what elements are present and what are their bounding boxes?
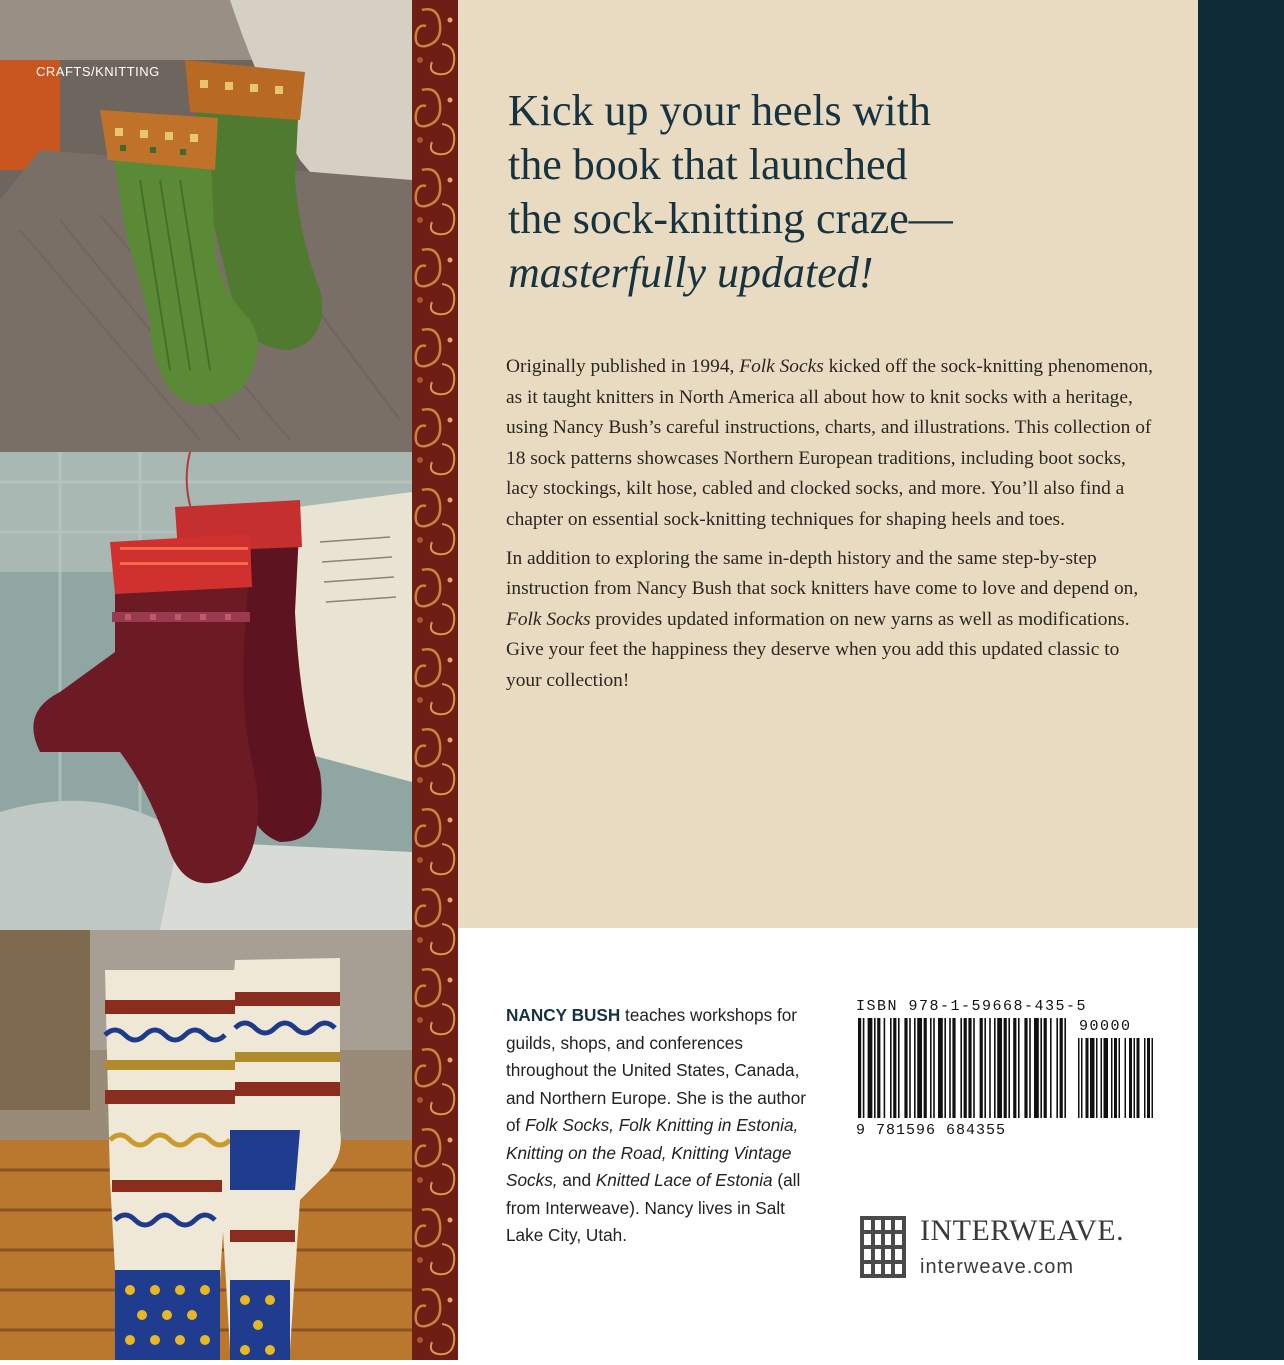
ean-digits: 9 781596 684355 [856,1122,1007,1139]
text: Originally published in 1994, [506,356,740,377]
book-title: Folk Socks [506,608,591,630]
headline [508,84,1168,300]
publisher-logo [856,1208,1156,1298]
author-name: NANCY BUSH [506,1005,621,1025]
book-description [506,352,1154,705]
text: provides updated information on new yarns as well as modifications. Give your feet the happiness they deserve when you add this updated classic to your collection! [506,608,1130,691]
book-title: Folk Socks [739,356,824,377]
interweave-knot-icon [856,1212,910,1282]
burgundy-socks-photo [0,452,412,930]
isbn-number: ISBN 978-1-59668-435-5 [856,998,1088,1015]
photo-column [0,0,412,1360]
headline-line-italic: masterfully updated! [508,248,874,297]
text: and [557,1170,596,1190]
headline-line: the sock-knitting craze— [508,194,953,243]
book-titles: Folk Socks, Folk Knitting in Estonia, Knitting on the Road, Knitting Vintage Socks, [506,1115,799,1190]
text: kicked off the sock-knitting phenomenon, as it taught knitters in North America all about how to knit socks with a heritage, using Nancy Bush’s careful instructions, charts, and illustrations. This collection of 18 sock patterns showcases Northern European traditions, including boot socks, lacy stockings, kilt hose, cabled and clocked socks, and more. You’ll also find a chapter on essential sock-knitting techniques for shaping heels and toes. [506,356,1153,530]
publisher-name: INTERWEAVE. [920,1214,1125,1247]
blurb-panel [458,0,1198,928]
headline-line: Kick up your heels with [508,86,931,135]
headline-line: the book that launched [508,140,908,189]
paisley-fabric-strip [412,0,458,1360]
price-code: 90000 [1079,1018,1132,1035]
book-spine [1198,0,1284,1360]
publisher-url: interweave.com [920,1256,1075,1278]
description-paragraph [506,544,1154,697]
book-title: Knitted Lace of Estonia [595,1170,773,1190]
text: (all from Interweave). Nancy lives in Salt Lake City, Utah. [506,1170,801,1245]
text: teaches workshops for guilds, shops, and conferences throughout the United States, Canada, and Northern Europe. She is the author of [506,1005,807,1135]
category-label: CRAFTS/KNITTING [36,64,160,79]
text: In addition to exploring the same in-depth history and the same step-by-step instruction from Nancy Bush that sock knitters have come to love and depend on, [506,547,1139,600]
colorwork-socks-photo [0,930,412,1360]
description-paragraph [506,352,1154,536]
isbn-barcode [856,998,1156,1139]
author-panel [458,928,1198,1360]
author-bio [506,1002,816,1250]
